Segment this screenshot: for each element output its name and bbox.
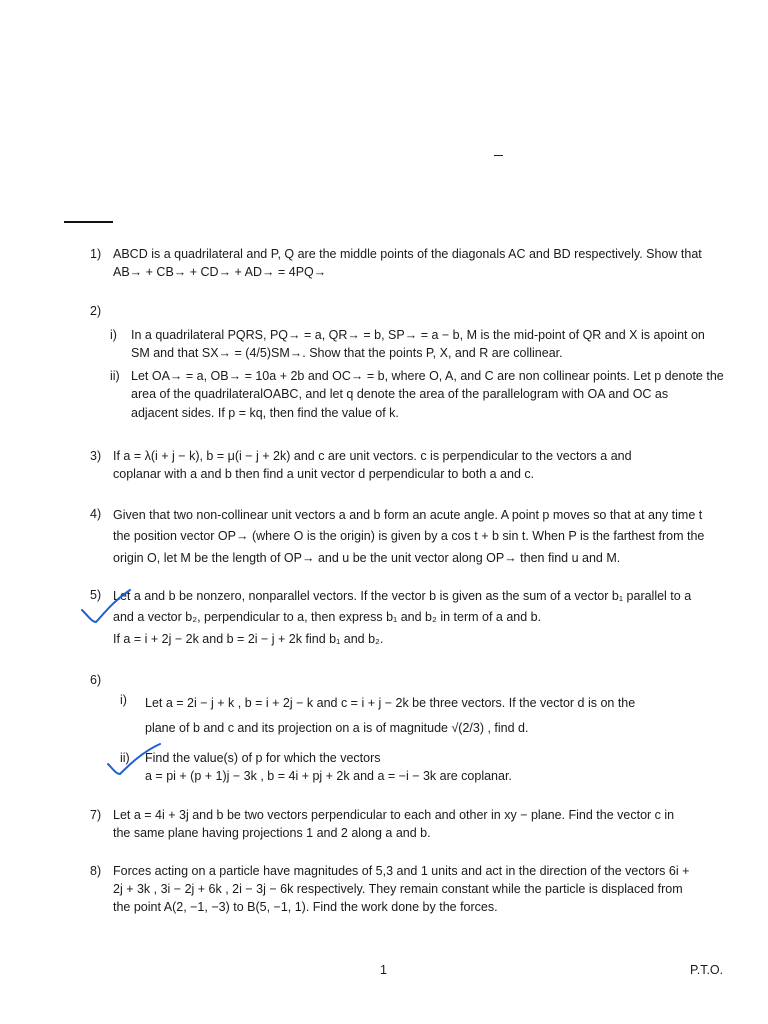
question-line: a = pi + (p + 1)j − 3k , b = 4i + pj + 2k and a = −i − 3k are coplanar. (145, 769, 512, 784)
question-line: the point A(2, −1, −3) to B(5, −1, 1). Find the work done by the forces. (113, 900, 498, 915)
question-line: plane of b and c and its projection on a is of magnitude √(2/3) , find d. (145, 721, 529, 735)
question-line: origin O, let M be the length of OP→ and u be the unit vector along OP→ then find u and M. (113, 550, 621, 565)
question-1 (90, 245, 730, 281)
subquestion-2-ii (90, 367, 730, 421)
checkmark-icon (78, 586, 134, 626)
question-line: Let a = 4i + 3j and b be two vectors perpendicular to each and other in xy − plane. Find the vector c in (113, 808, 675, 822)
question-line: AB→ + CB→ + CD→ + AD→ = 4PQ→ (113, 265, 327, 280)
question-line: Let a and b be nonzero, nonparallel vectors. If the vector b is given as the sum of a vector b₁ parallel to a (113, 589, 692, 603)
question-line: If a = i + 2j − 2k and b = 2i − j + 2k find b₁ and b₂. (113, 631, 384, 646)
subquestion-label: i) (120, 693, 127, 707)
question-8 (90, 862, 730, 916)
question-line: area of the quadrilateralOABC, and let q denote the area of the parallelogram with OA and OC as (131, 387, 669, 402)
question-line: 2j + 3k , 3i − 2j + 6k , 2i − 3j − 6k respectively. They remain constant while the particle is displaced from (113, 882, 683, 897)
question-line: ABCD is a quadrilateral and P, Q are the middle points of the diagonals AC and BD respectively. Show that (113, 247, 702, 261)
question-number: 2) (90, 304, 102, 318)
question-number: 7) (90, 808, 102, 822)
question-4 (90, 505, 730, 569)
question-line: the position vector OP→ (where O is the origin) is given by a cos t + b sin t. When P is the farthest from the (113, 529, 705, 544)
question-line: In a quadrilateral PQRS, PQ→ = a, QR→ = b, SP→ = a − b, M is the mid-point of QR and X is apoint on (131, 328, 705, 342)
subquestion-6-ii (90, 749, 730, 785)
question-line: the same plane having projections 1 and 2 along a and b. (113, 826, 431, 841)
question-line: Given that two non-collinear unit vectors a and b form an acute angle. A point p moves so that at any time t (113, 508, 703, 522)
subquestion-label: ii) (110, 369, 120, 384)
question-line: SM and that SX→ = (4/5)SM→. Show that the points P, X, and R are collinear. (131, 346, 563, 361)
question-number: 6) (90, 673, 102, 687)
question-line: coplanar with a and b then find a unit vector d perpendicular to both a and c. (113, 467, 535, 482)
top-dash-mark (494, 155, 503, 156)
subquestion-6-i (90, 691, 730, 741)
question-number: 8) (90, 864, 102, 878)
checkmark-icon (102, 742, 166, 778)
question-line: and a vector b₂, perpendicular to a, then express b₁ and b₂ in term of a and b. (113, 610, 542, 625)
question-2 (90, 302, 730, 422)
subquestion-2-i (90, 326, 730, 362)
question-number: 1) (90, 247, 102, 261)
question-line: Let OA→ = a, OB→ = 10a + 2b and OC→ = b, where O, A, and C are non collinear points. Let p denote the (131, 369, 724, 384)
question-number: 4) (90, 507, 102, 521)
question-5 (90, 586, 730, 650)
header-rule (64, 221, 113, 223)
question-7 (90, 806, 730, 842)
subquestion-label: i) (110, 328, 117, 342)
question-line: Forces acting on a particle have magnitudes of 5,3 and 1 units and act in the direction of the vectors 6i + (113, 864, 690, 878)
pto-label: P.T.O. (690, 963, 724, 977)
question-line: If a = λ(i + j − k), b = μ(i − j + 2k) and c are unit vectors. c is perpendicular to the vectors a and (113, 449, 632, 463)
question-6 (90, 671, 730, 785)
page-number: 1 (380, 963, 387, 977)
subquestion-label: ii) (120, 751, 130, 765)
question-line: Let a = 2i − j + k , b = i + 2j − k and c = i + j − 2k be three vectors. If the vector d is on the (145, 696, 636, 710)
question-line: Find the value(s) of p for which the vectors (145, 751, 381, 765)
question-line: adjacent sides. If p = kq, then find the value of k. (131, 405, 399, 420)
question-3 (90, 447, 730, 483)
question-number: 5) (90, 588, 102, 602)
question-number: 3) (90, 449, 102, 463)
